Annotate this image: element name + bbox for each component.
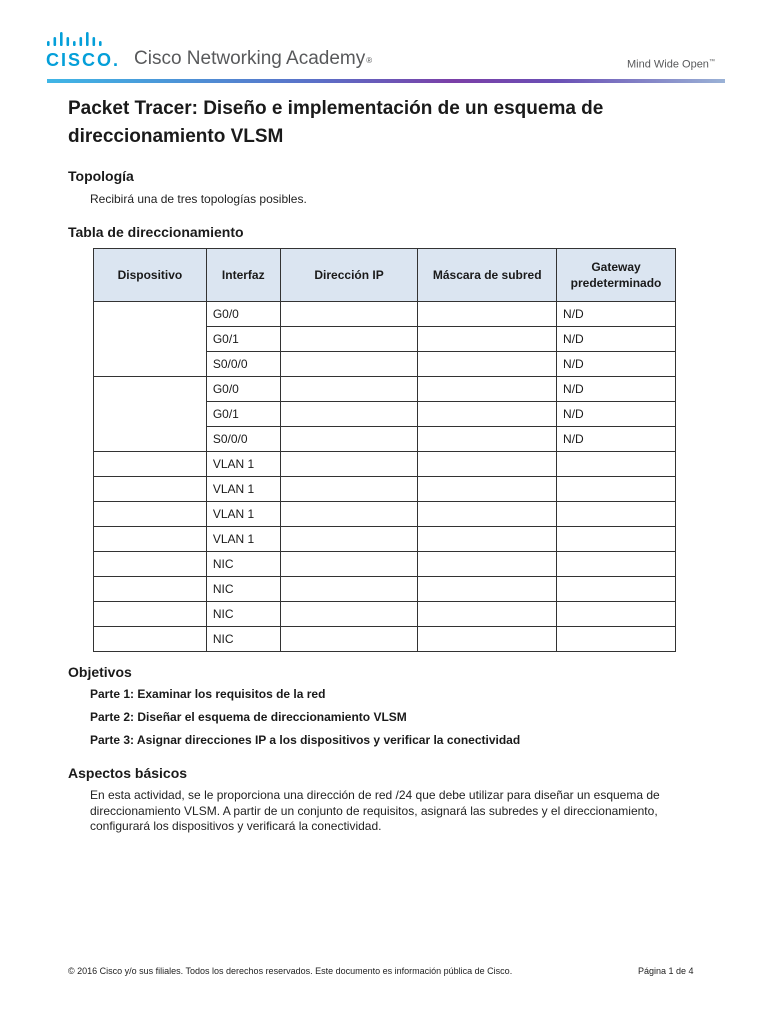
table-row (94, 527, 676, 552)
mask-cell[interactable] (418, 502, 557, 527)
background-paragraph: En esta actividad, se le proporciona una dirección de red /24 que debe utilizar para diseñar un esquema de direccionamiento VLSM. A partir de un conjunto de requisitos, asignará las subredes y el direccionamiento, configurará los dispositivos y verificará la conectividad. (90, 788, 660, 833)
col-header-device: Dispositivo (94, 249, 207, 302)
ip-cell[interactable] (280, 527, 418, 552)
mask-cell[interactable] (418, 477, 557, 502)
document-title: Packet Tracer: Diseño e implementación de un esquema de direccionamiento VLSM (68, 98, 604, 147)
mask-cell[interactable] (418, 577, 557, 602)
mask-cell[interactable] (418, 627, 557, 652)
background-heading: Aspectos básicos (68, 765, 188, 781)
interface-cell: S0/0/0 (206, 427, 280, 452)
gateway-cell[interactable] (557, 527, 676, 552)
gateway-cell[interactable] (557, 602, 676, 627)
device-cell[interactable] (94, 377, 207, 452)
interface-cell: VLAN 1 (206, 527, 280, 552)
ip-cell[interactable] (280, 402, 418, 427)
mask-cell[interactable] (418, 377, 557, 402)
ip-cell[interactable] (280, 602, 418, 627)
tagline: Mind Wide Open™ (627, 58, 715, 71)
gateway-cell: N/D (557, 352, 676, 377)
table-row (94, 602, 676, 627)
objectives-heading: Objetivos (68, 664, 132, 680)
mask-cell[interactable] (418, 352, 557, 377)
interface-cell: VLAN 1 (206, 452, 280, 477)
addressing-table (93, 248, 676, 652)
col-header-ip: Dirección IP (280, 249, 418, 302)
ip-cell[interactable] (280, 577, 418, 602)
interface-cell: G0/1 (206, 327, 280, 352)
cisco-wordmark: CISCO. (46, 50, 121, 70)
mask-cell[interactable] (418, 402, 557, 427)
mask-cell[interactable] (418, 427, 557, 452)
ip-cell[interactable] (280, 452, 418, 477)
table-row (94, 377, 676, 402)
interface-cell: NIC (206, 627, 280, 652)
device-cell[interactable] (94, 552, 207, 577)
col-header-gateway: Gateway predeterminado (557, 249, 676, 302)
gateway-cell: N/D (557, 427, 676, 452)
gateway-cell[interactable] (557, 627, 676, 652)
table-row (94, 627, 676, 652)
header-divider (47, 79, 725, 83)
table-header-row (94, 249, 676, 302)
gateway-cell[interactable] (557, 452, 676, 477)
footer-page-number: Página 1 de 4 (638, 966, 694, 976)
objective-item: Parte 1: Examinar los requisitos de la red (90, 687, 326, 701)
ip-cell[interactable] (280, 427, 418, 452)
device-cell[interactable] (94, 527, 207, 552)
cisco-logo-icon (47, 32, 113, 48)
interface-cell: NIC (206, 552, 280, 577)
objective-item: Parte 2: Diseñar el esquema de direccionamiento VLSM (90, 710, 407, 724)
gateway-cell[interactable] (557, 502, 676, 527)
device-cell[interactable] (94, 577, 207, 602)
device-cell[interactable] (94, 627, 207, 652)
table-row (94, 577, 676, 602)
ip-cell[interactable] (280, 352, 418, 377)
table-row (94, 302, 676, 327)
device-cell[interactable] (94, 452, 207, 477)
device-cell[interactable] (94, 602, 207, 627)
mask-cell[interactable] (418, 302, 557, 327)
table-row (94, 502, 676, 527)
mask-cell[interactable] (418, 327, 557, 352)
mask-cell[interactable] (418, 602, 557, 627)
gateway-cell[interactable] (557, 577, 676, 602)
interface-cell: VLAN 1 (206, 477, 280, 502)
interface-cell: VLAN 1 (206, 502, 280, 527)
device-cell[interactable] (94, 477, 207, 502)
gateway-cell: N/D (557, 327, 676, 352)
academy-name: Cisco Networking Academy® (134, 48, 373, 69)
gateway-cell: N/D (557, 402, 676, 427)
table-row (94, 452, 676, 477)
device-cell[interactable] (94, 502, 207, 527)
mask-cell[interactable] (418, 527, 557, 552)
topology-text: Recibirá una de tres topologías posibles. (90, 192, 307, 206)
gateway-cell[interactable] (557, 477, 676, 502)
gateway-cell: N/D (557, 377, 676, 402)
table-row (94, 552, 676, 577)
device-cell[interactable] (94, 302, 207, 377)
ip-cell[interactable] (280, 502, 418, 527)
ip-cell[interactable] (280, 377, 418, 402)
gateway-cell: N/D (557, 302, 676, 327)
interface-cell: NIC (206, 577, 280, 602)
interface-cell: G0/0 (206, 377, 280, 402)
ip-cell[interactable] (280, 477, 418, 502)
col-header-interface: Interfaz (206, 249, 280, 302)
table-row (94, 477, 676, 502)
ip-cell[interactable] (280, 327, 418, 352)
col-header-mask: Máscara de subred (418, 249, 557, 302)
interface-cell: S0/0/0 (206, 352, 280, 377)
mask-cell[interactable] (418, 452, 557, 477)
topology-heading: Topología (68, 168, 134, 184)
page-header (0, 0, 768, 80)
interface-cell: G0/1 (206, 402, 280, 427)
interface-cell: NIC (206, 602, 280, 627)
mask-cell[interactable] (418, 552, 557, 577)
addressing-table-heading: Tabla de direccionamiento (68, 224, 244, 240)
footer-copyright: © 2016 Cisco y/o sus filiales. Todos los derechos reservados. Este documento es información pública de Cisco. (68, 966, 513, 976)
ip-cell[interactable] (280, 552, 418, 577)
interface-cell: G0/0 (206, 302, 280, 327)
ip-cell[interactable] (280, 302, 418, 327)
objective-item: Parte 3: Asignar direcciones IP a los dispositivos y verificar la conectividad (90, 733, 521, 747)
ip-cell[interactable] (280, 627, 418, 652)
gateway-cell[interactable] (557, 552, 676, 577)
